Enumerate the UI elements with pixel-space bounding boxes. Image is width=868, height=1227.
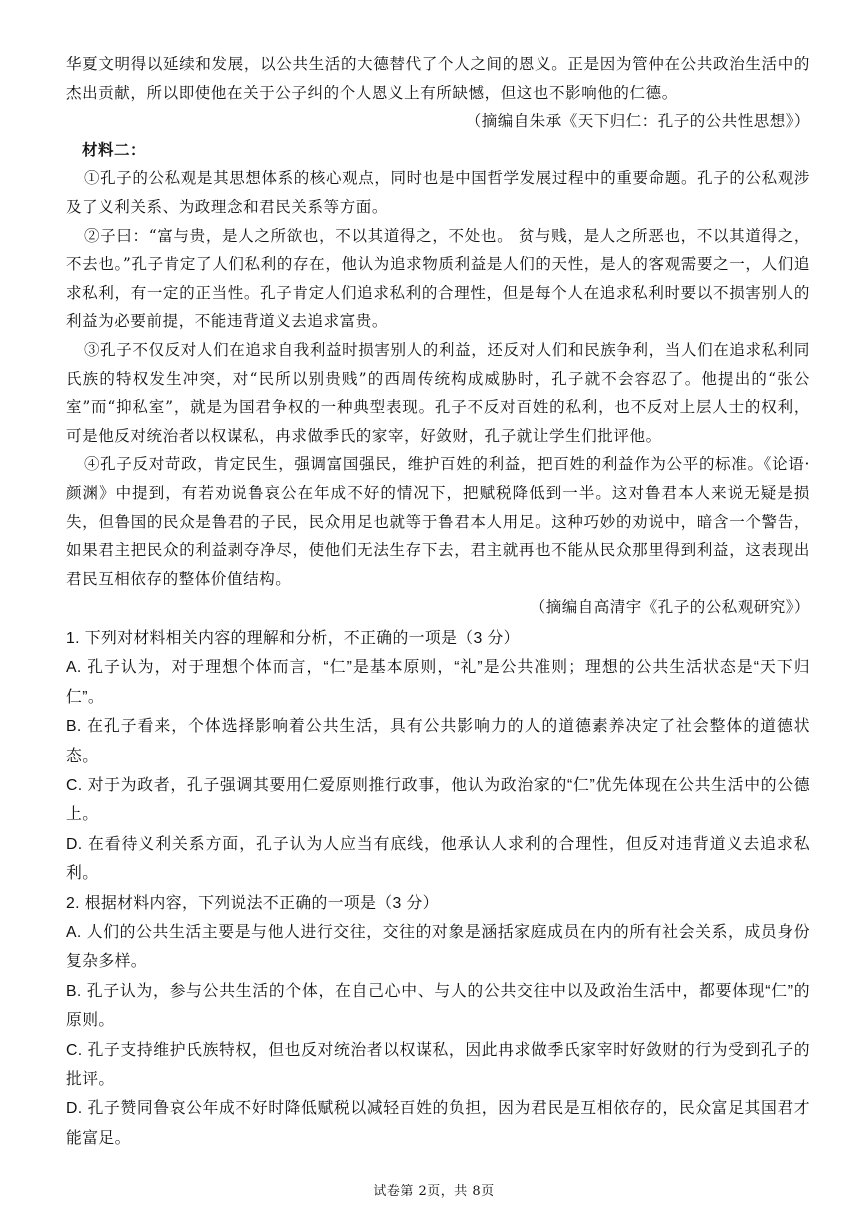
- material-2-paragraph-3: ③孔子不仅反对人们在追求自我利益时损害别人的利益，还反对人们和民族争利，当人们在追求私利同氏族的特权发生冲突，对“民所以别贵贱”的西周传统构成威胁时，孔子就不会容忍了。他提出的“张公室”而“抑私室”，就是为国君争权的一种典型表现。孔子不反对百姓的私利，也不反对上层人士的权利，可是他反对统治者以权谋私，冉求做季氏的家宰，好敛财，孔子就让学生们批评他。: [66, 340, 810, 445]
- question-1-option-a: A. 孔子认为，对于理想个体而言，“仁”是基本原则，“礼”是公共准则；理想的公共生活状态是“天下归仁”。: [66, 659, 810, 706]
- page-footer: 试卷第 2页，共 8页: [373, 1184, 495, 1199]
- question-2-stem: 2. 根据材料内容，下列说法不正确的一项是（3 分）: [66, 894, 439, 912]
- material-2-paragraph-2: ②子曰：“富与贵，是人之所欲也，不以其道得之，不处也。 贫与贱，是人之所恶也，不以其道得之，不去也。”孔子肯定了人们私利的存在，他认为追求物质利益是人们的天性，是人的客观需要之一，人们追求私利，有一定的正当性。孔子肯定人们追求私利的合理性，但是每个人在追求私利时要以不损害别人的利益为必要前提，不能违背道义去追求富贵。: [66, 226, 810, 331]
- question-1-option-b: B. 在孔子看来，个体选择影响着公共生活，具有公共影响力的人的道德素养决定了社会整体的道德状态。: [66, 718, 810, 765]
- question-2-option-d: D. 孔子赞同鲁哀公年成不好时降低赋税以减轻百姓的负担，因为君民是互相依存的，民众富足其国君才能富足。: [66, 1100, 810, 1147]
- question-2: [66, 889, 810, 1154]
- question-2-option-c: C. 孔子支持维护氏族特权，但也反对统治者以权谋私，因此冉求做季氏家宰时好敛财的行为受到孔子的批评。: [66, 1041, 810, 1088]
- material-2-paragraph-4: ④孔子反对苛政，肯定民生，强调富国强民，维护百姓的利益，把百姓的利益作为公平的标准。《论语·颜渊》中提到，有若劝说鲁哀公在年成不好的情况下，把赋税降低到一半。这对鲁君本人来说无疑是损失，但鲁国的民众是鲁君的子民，民众用足也就等于鲁君本人用足。这种巧妙的劝说中，暗含一个警告，如果君主把民众的利益剥夺净尽，使他们无法生存下去，君主就再也不能从民众那里得到利益，这表现出君民互相依存的整体价值结构。: [66, 455, 810, 588]
- question-1-stem: 1. 下列对材料相关内容的理解和分析，不正确的一项是（3 分）: [66, 629, 520, 647]
- question-2-option-a: A. 人们的公共生活主要是与他人进行交往，交往的对象是涵括家庭成员在内的所有社会关系，成员身份复杂多样。: [66, 923, 810, 971]
- question-1: [66, 624, 810, 889]
- question-1-option-c: C. 对于为政者，孔子强调其要用仁爱原则推行政事，他认为政治家的“仁”优先体现在公共生活中的公德上。: [66, 776, 810, 824]
- intro-paragraph: 华夏文明得以延续和发展，以公共生活的大德替代了个人之间的恩义。正是因为管仲在公共政治生活中的杰出贡献，所以即使他在关于公子纠的个人恩义上有所缺憾，但这也不影响他的仁德。: [66, 55, 810, 102]
- source-citation-1: （摘编自朱承《天下归仁：孔子的公共性思想》）: [465, 112, 810, 131]
- material-2-paragraph-1: ①孔子的公私观是其思想体系的核心观点，同时也是中国哲学发展过程中的重要命题。孔子的公私观涉及了义利关系、为政理念和君民关系等方面。: [66, 169, 810, 216]
- source-citation-2: （摘编自高清宇《孔子的公私观研究》）: [529, 598, 810, 617]
- question-2-option-b: B. 孔子认为，参与公共生活的个体，在自己心中、与人的公共交往中以及政治生活中，都要体现“仁”的原则。: [66, 982, 810, 1030]
- material-2-heading: 材料二：: [82, 139, 147, 159]
- question-1-option-d: D. 在看待义利关系方面，孔子认为人应当有底线，他承认人求利的合理性，但反对违背道义去追求私利。: [66, 835, 810, 883]
